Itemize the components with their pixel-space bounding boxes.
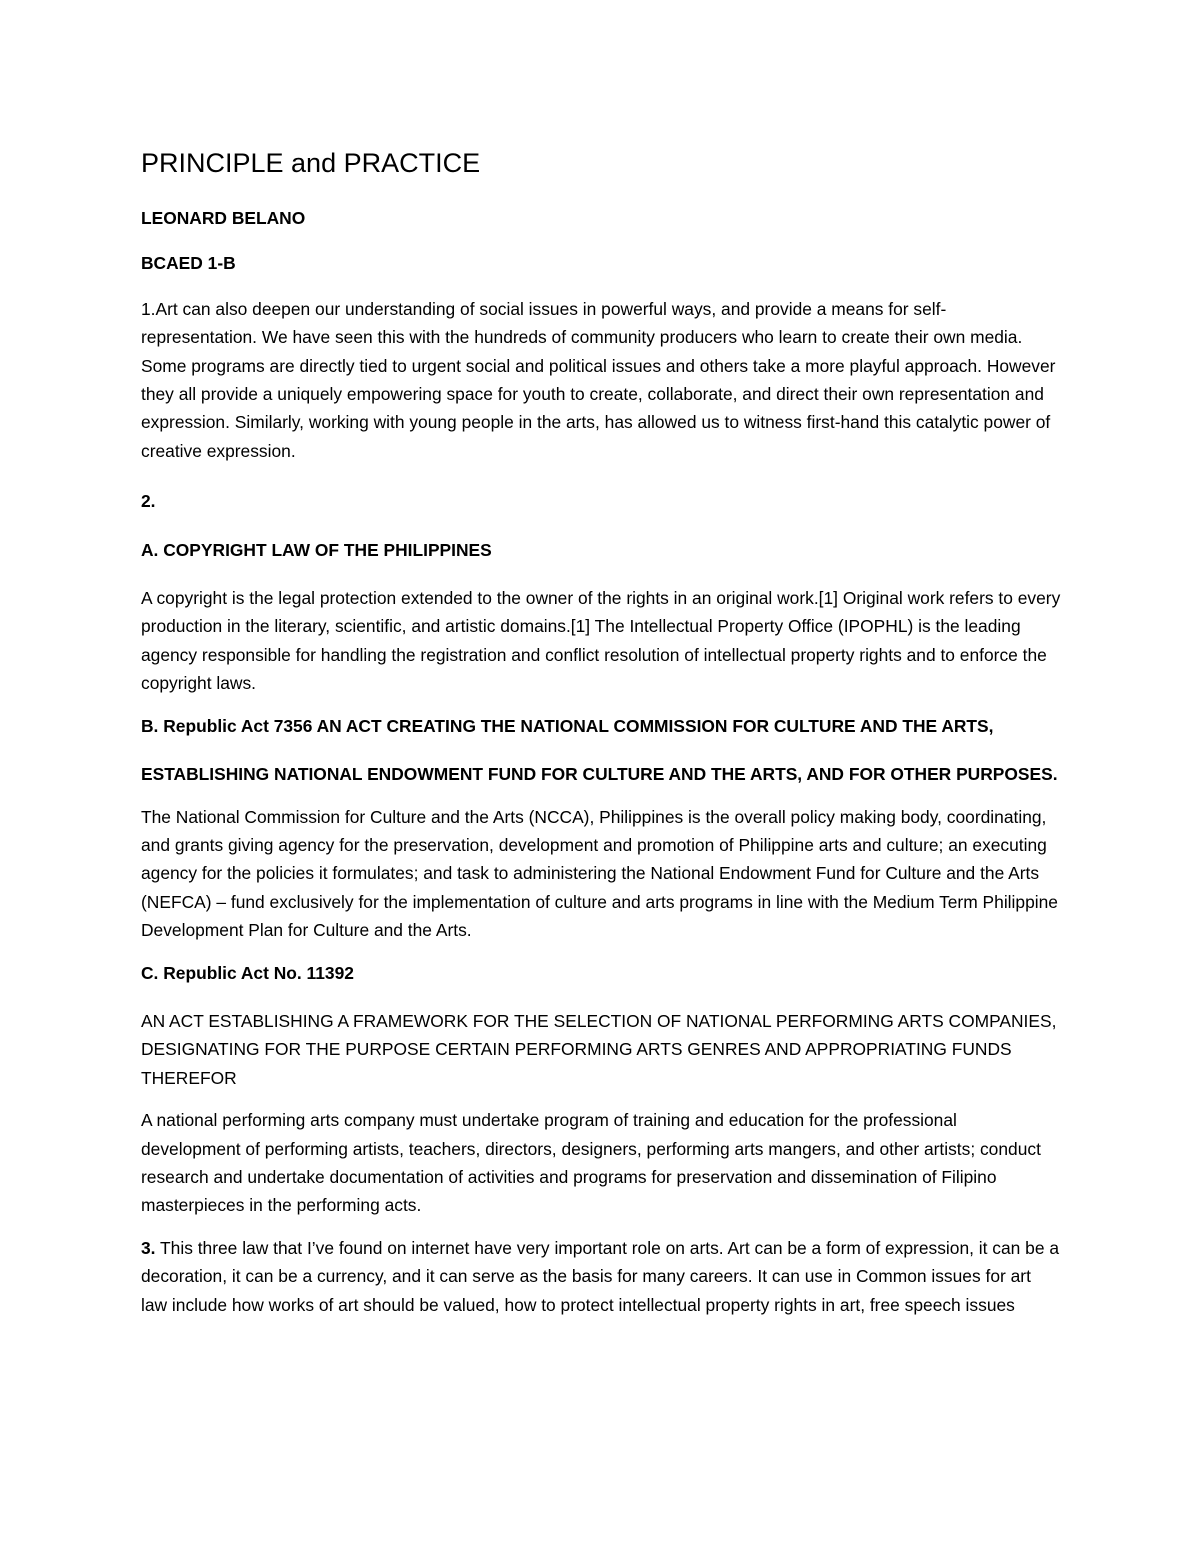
answer-3-paragraph — [141, 1234, 1061, 1319]
section-label: BCAED 1-B — [141, 253, 236, 274]
heading-ra-7356-line2: ESTABLISHING NATIONAL ENDOWMENT FUND FOR CULTURE AND THE ARTS, AND FOR OTHER PURPOSES. — [141, 764, 1058, 785]
document-content — [141, 146, 1061, 1319]
ncca-paragraph: The National Commission for Culture and the Arts (NCCA), Philippines is the overall policy making body, coordinating, and grants giving agency for the preservation, development and promotion of Philippine arts and culture; an executing agency for the policies it formulates; and task to administering the National Endowment Fund for Culture and the Arts (NEFCA) – fund exclusively for the implementation of culture and arts programs in line with the Medium Term Philippine Development Plan for Culture and the Arts. — [141, 806, 1058, 941]
answer-1-paragraph: 1.Art can also deepen our understanding of social issues in powerful ways, and provide a means for self-representation. We have seen this with the hundreds of community producers who learn to create their own media. Some programs are directly tied to urgent social and political issues and others take a more playful approach. However they all provide a uniquely empowering space for youth to create, collaborate, and direct their own representation and expression. Similarly, working with young people in the arts, has allowed us to witness first-hand this catalytic power of creative expression. — [141, 298, 1056, 461]
answer-3-label: 3. — [141, 1237, 156, 1258]
author-name: LEONARD BELANO — [141, 208, 306, 228]
heading-ra-11392: C. Republic Act No. 11392 — [141, 962, 354, 983]
document-title: PRINCIPLE and PRACTICE — [141, 148, 481, 178]
performing-arts-paragraph: A national performing arts company must undertake program of training and education for the professional development of performing artists, teachers, directors, designers, performing arts mangers, and other artists; conduct research and undertake documentation of activities and programs for preservation and dissemination of Filipino masterpieces in the performing acts. — [141, 1110, 1041, 1216]
copyright-law-paragraph: A copyright is the legal protection extended to the owner of the rights in an original work.[1] Original work refers to every production in the literary, scientific, and artistic domains.[1] The Intellectual Property Office (IPOPHL) is the leading agency responsible for handling the registration and conflict resolution of intellectual property rights and to enforce the copyright laws. — [141, 588, 1061, 694]
heading-ra-7356-line1: B. Republic Act 7356 AN ACT CREATING THE NATIONAL COMMISSION FOR CULTURE AND THE ARTS, — [141, 715, 994, 736]
answer-3-text: This three law that I’ve found on internet have very important role on arts. Art can be a form of expression, it can be a decoration, it can be a currency, and it can serve as the basis for many careers. It can use in Common issues for art law include how works of art should be valued, how to protect intellectual property rights in art, free speech issues — [141, 1237, 1060, 1315]
answer-2-label: 2. — [141, 491, 156, 512]
heading-copyright-law: A. COPYRIGHT LAW OF THE PHILIPPINES — [141, 539, 492, 560]
ra-11392-title: AN ACT ESTABLISHING A FRAMEWORK FOR THE SELECTION OF NATIONAL PERFORMING ARTS COMPANIES, DESIGNATING FOR THE PURPOSE CERTAIN PERFORMING ARTS GENRES AND APPROPRIATING FUNDS THEREFOR — [141, 1010, 1057, 1088]
